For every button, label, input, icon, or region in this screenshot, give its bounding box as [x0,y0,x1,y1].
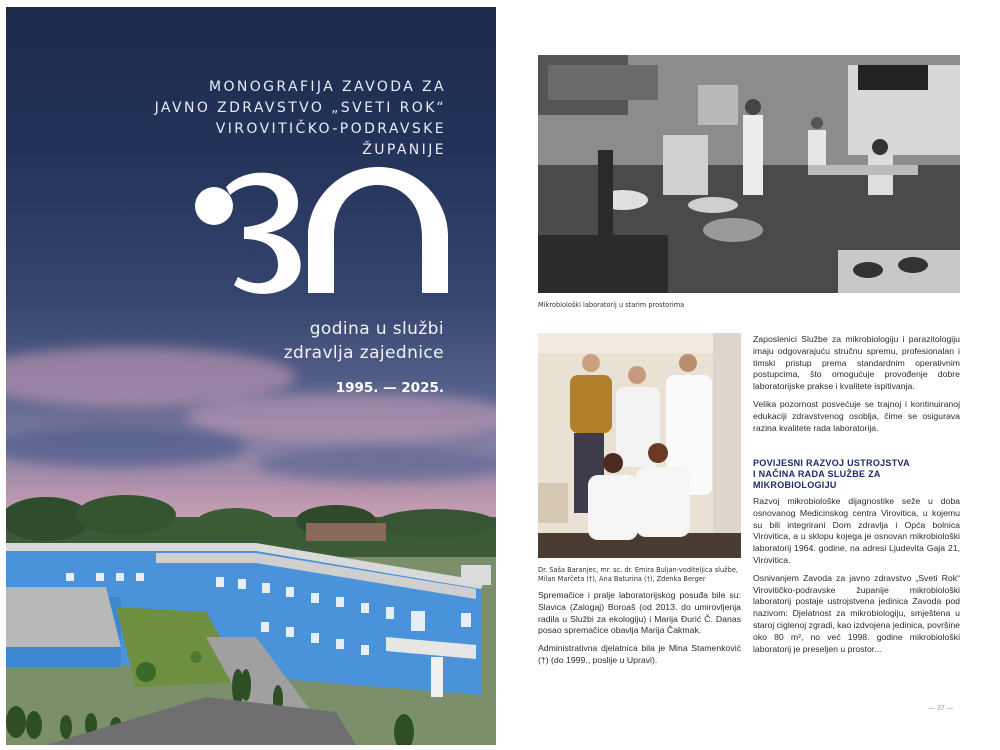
cover-subtitle: zdravlja zajednice [283,343,444,363]
section-heading [753,458,963,491]
left-column-text [538,590,741,673]
staff-group-photo [538,333,741,558]
paragraph: Razvoj mikrobiološke dijagnostike seže u doba osnovanog Medicinskog centra Virovitica, u kojemu su bili integrirani Dom zdravlja i Opća bolnica Virovitica, a u sklopu kojega je osnovan mikrobiološki laboratorij 1964. godine, na adresi Ljudevita Gaja 21, Virovitica. [753,496,960,565]
photo2-caption [538,566,743,584]
title-line: JAVNO ZDRAVSTVO „SVETI ROK“ [154,100,446,116]
photo-illustration [538,333,741,558]
page-number: — 37 — [928,705,954,712]
paragraph: Velika pozornost posvećuje se trajnoj i kontinuiranoj edukaciji zdravstvenog osoblja, čime se osigurava razina kvalitete rada laboratorija. [753,398,960,433]
heading-line: POVIJESNI RAZVOJ USTROJSTVA [753,458,910,468]
title-line: MONOGRAFIJA ZAVODA ZA [208,79,446,95]
title-line: VIROVITIČKO-PODRAVSKE ŽUPANIJE [215,121,446,158]
cloud-shape [256,447,496,482]
cover-page [6,7,496,745]
paragraph: Osnivanjem Zavoda za javno zdravstvo „Sveti Rok“ Virovitičko-podravske županije mikrobiološki laboratorij postaje ustrojstvena jedinica Zavoda pod nazivom: Djelatnost za mikrobiologiju, smještena u staroj ciglenoj zgradi, kao izdvojena jedinica, površine oko 80 m², no već 1998. godine mikrobiološki laboratorij je preseljen u prostor... [753,572,960,654]
caption-line: Dr. Saša Baranjec, mr. sc. dr. Emira Buljan-voditeljica službe, [538,566,738,574]
photo-illustration [538,55,960,293]
anniversary-number-30 [186,165,456,295]
photo1-caption: Mikrobiološki laboratorij u starim prostorima [538,301,685,309]
lab-photo-old-premises [538,55,960,293]
right-column-text-bottom [753,496,960,674]
caption-line: Milan Marčeta (†), Ana Baturina (†), Zdenka Berger [538,575,706,583]
paragraph: Zaposlenici Službe za mikrobiologiju i parazitologiju imaju odgovarajuću stručnu spremu, profesionalan i timski pristup prema standardnim operativnim postupcima, što omogućuje provođenje dobre laboratorijske prakse i kvalitete ispitivanja. [753,334,960,392]
heading-line: I NAČINA RADA SLUŽBE ZA [753,469,881,479]
cloud-shape [6,427,246,467]
heading-line: MIKROBIOLOGIJU [753,480,837,490]
paragraph: Administrativna djelatnica bila je Mina Stamenković (†) (do 1999., poslije u Upravi). [538,643,741,665]
cover-years: 1995. — 2025. [335,380,444,396]
monograph-title [126,77,446,161]
cover-subtitle: godina u službi [309,319,444,339]
right-column-text-top [753,334,960,440]
paragraph: Spremačice i pralje laboratorijskog posuđa bile su: Slavica (Zalogaj) Boroaš (od 2013. do umirovljenja radila u Službi za ekologiju) i Marija Đurić Č. Danas posao spremačice obavlja Marija Čakmak. [538,590,741,636]
building-aerial-photo [6,487,496,745]
cloud-shape [186,392,496,442]
